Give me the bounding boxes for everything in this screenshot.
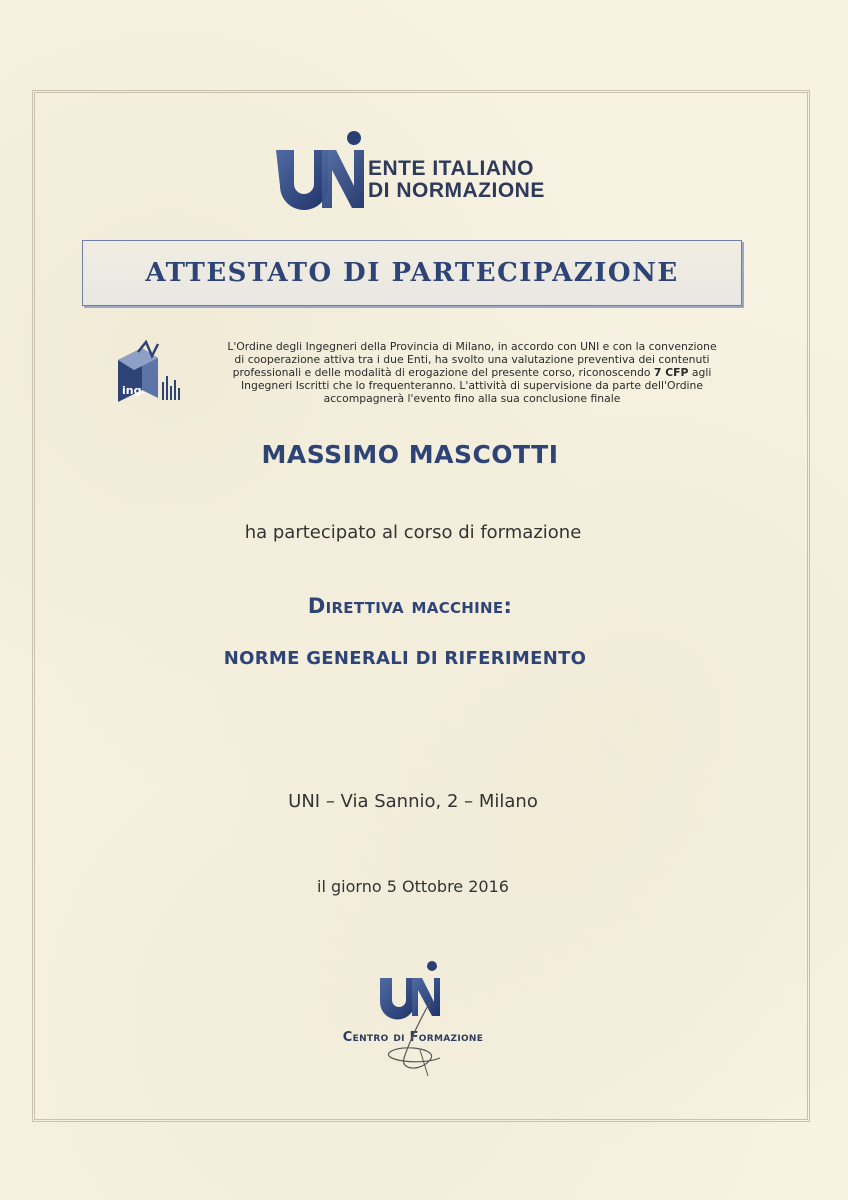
ordine-text-line4: Ingegneri Iscritti che lo frequenteranno. L'attività di supervisione da parte dell'Ordine — [240, 379, 704, 392]
signature-mark — [360, 1000, 480, 1080]
ordine-logo-icon — [112, 338, 182, 408]
certificate-title-box — [82, 240, 742, 306]
uni-logo-icon — [272, 128, 368, 214]
uni-header-logo — [272, 128, 582, 218]
ordine-text-line5: accompagnerà l'evento fino alla sua conclusione finale — [323, 392, 621, 405]
org-name-line1: ENTE ITALIANO — [368, 157, 534, 180]
course-title-line2: NORME GENERALI DI RIFERIMENTO — [223, 648, 587, 669]
ordine-text-line3-pre: professionali e delle modalità di erogazione del presente corso, riconoscendo — [232, 366, 651, 379]
event-location: UNI – Via Sannio, 2 – Milano — [288, 791, 538, 812]
cfp-credits: 7 CFP — [653, 366, 689, 379]
participation-statement: ha partecipato al corso di formazione — [244, 522, 582, 543]
ordine-accreditation-text — [192, 340, 752, 405]
ordine-logo-text: ing. — [122, 384, 146, 397]
course-title-line1: Direttiva macchine: — [307, 594, 513, 618]
ordine-ingegneri-logo — [112, 338, 182, 408]
ordine-text-line3 — [192, 366, 752, 379]
ordine-text-line3-post: agli — [691, 366, 712, 379]
org-name-line2: DI NORMAZIONE — [368, 179, 545, 202]
participant-name: MASSIMO MASCOTTI — [261, 440, 559, 469]
event-date: il giorno 5 Ottobre 2016 — [317, 877, 509, 896]
centro-formazione-label: Centro di Formazione — [342, 1030, 484, 1045]
ordine-text-line2: di cooperazione attiva tra i due Enti, ha svolto una valutazione preventiva dei contenuti — [234, 353, 710, 366]
ordine-text-line1: L'Ordine degli Ingegneri della Provincia di Milano, in accordo con UNI e con la convenzione — [227, 340, 717, 353]
certificate-title: ATTESTATO DI PARTECIPAZIONE — [145, 258, 679, 288]
